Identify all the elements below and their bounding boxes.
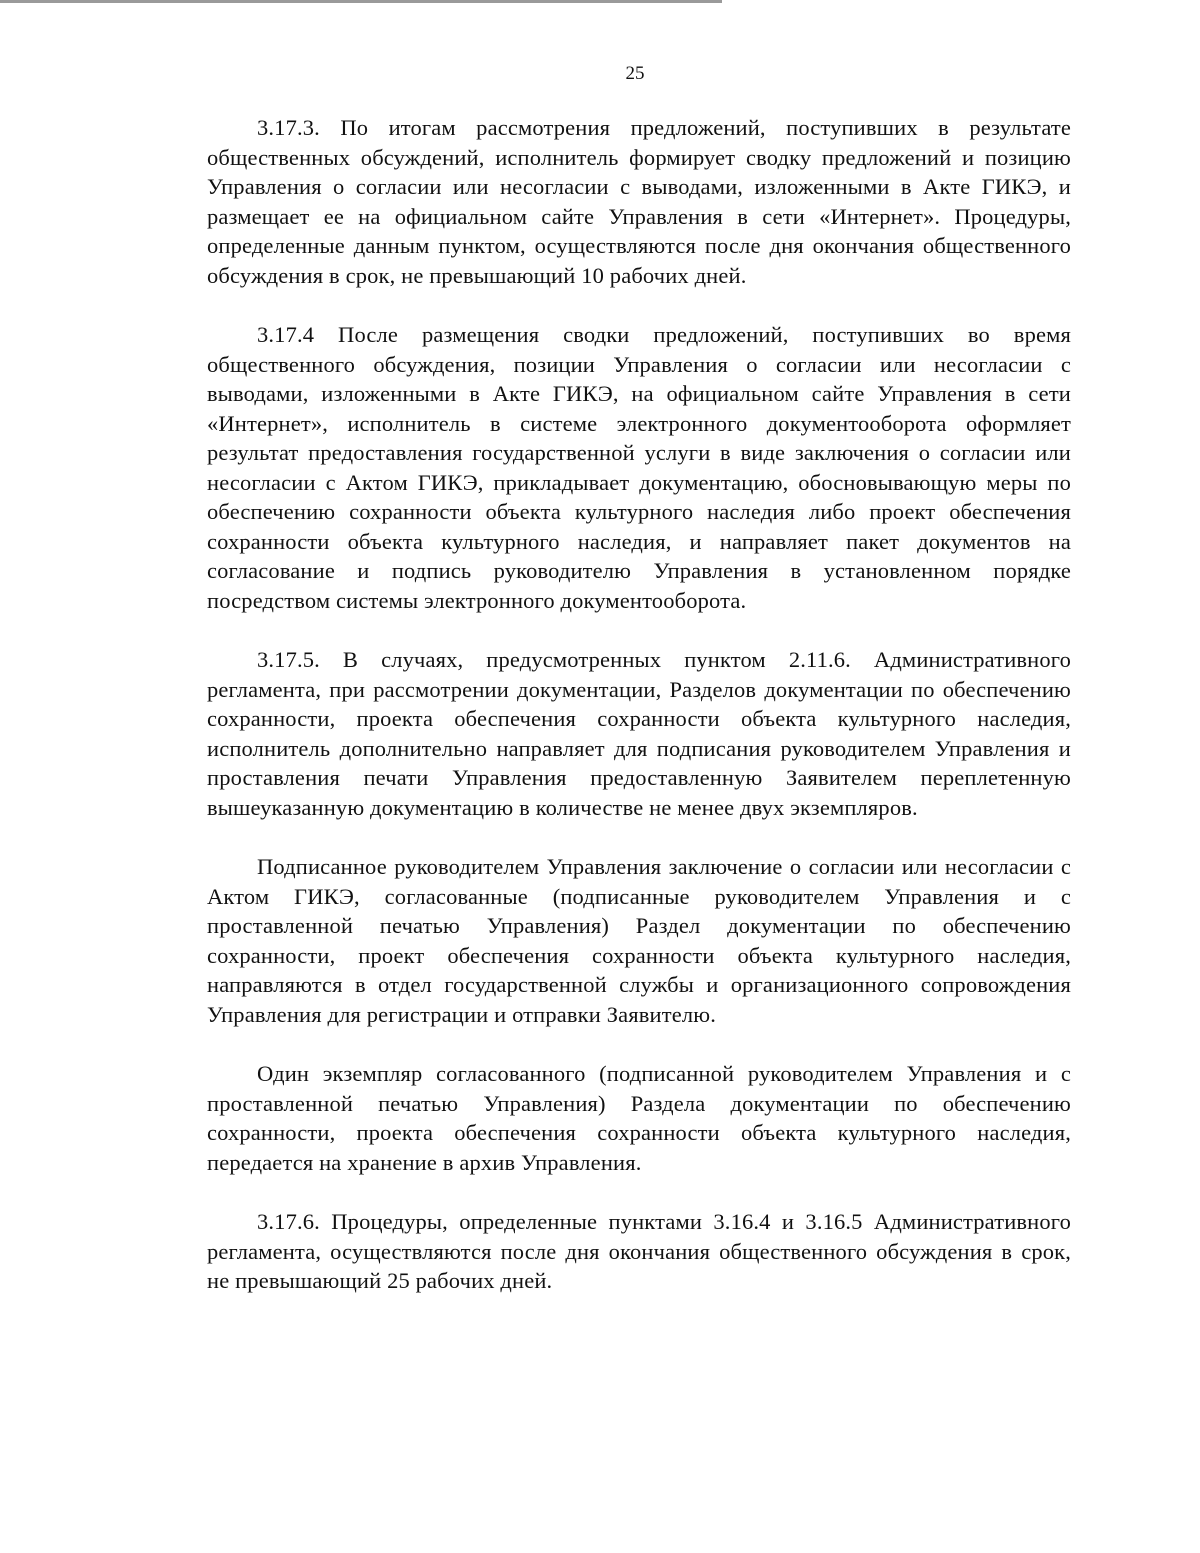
- paragraph-3-17-5: 3.17.5. В случаях, предусмотренных пунктом 2.11.6. Административного регламента, при рассмотрении документации, Разделов документации по обеспечению сохранности, проекта обеспечения сохранности объекта культурного наследия, исполнитель дополнительно направляет для подписания руководителем Управления и проставления печати Управления предоставленную Заявителем переплетенную вышеуказанную документацию в количестве не менее двух экземпляров.: [207, 647, 1071, 820]
- paragraph-archive-copy: Один экземпляр согласованного (подписанной руководителем Управления и с проставленной печатью Управления) Раздела документации по обеспечению сохранности, проекта обеспечения сохранности объекта культурного наследия, передается на хранение в архив Управления.: [207, 1061, 1071, 1175]
- paragraph-3-17-6: 3.17.6. Процедуры, определенные пунктами 3.16.4 и 3.16.5 Административного регламента, осуществляются после дня окончания общественного обсуждения в срок, не превышающий 25 рабочих дней.: [207, 1209, 1071, 1293]
- scan-edge-line: [0, 0, 722, 3]
- document-body: [207, 113, 1071, 1326]
- paragraph-3-17-4: 3.17.4 После размещения сводки предложений, поступивших во время общественного обсуждения, позиции Управления о согласии или несогласии с выводами, изложенными в Акте ГИКЭ, на официальном сайте Управления в сети «Интернет», исполнитель в системе электронного документооборота оформляет результат предоставления государственной услуги в виде заключения о согласии или несогласии с Актом ГИКЭ, прикладывает документацию, обосновывающую меры по обеспечению сохранности объекта культурного наследия либо проект обеспечения сохранности объекта культурного наследия, и направляет пакет документов на согласование и подпись руководителю Управления в установленном порядке посредством системы электронного документооборота.: [207, 322, 1071, 613]
- paragraph-3-17-3: 3.17.3. По итогам рассмотрения предложений, поступивших в результате общественных обсуждений, исполнитель формирует сводку предложений и позицию Управления о согласии или несогласии с выводами, изложенными в Акте ГИКЭ, и размещает ее на официальном сайте Управления в сети «Интернет». Процедуры, определенные данным пунктом, осуществляются после дня окончания общественного обсуждения в срок, не превышающий 10 рабочих дней.: [207, 115, 1071, 288]
- page-number: 25: [625, 63, 645, 84]
- paragraph-signed-conclusion: Подписанное руководителем Управления заключение о согласии или несогласии с Актом ГИКЭ, согласованные (подписанные руководителем Управления и с проставленной печатью Управления) Раздел документации по обеспечению сохранности, проект обеспечения сохранности объекта культурного наследия, направляются в отдел государственной службы и организационного сопровождения Управления для регистрации и отправки Заявителю.: [207, 854, 1071, 1027]
